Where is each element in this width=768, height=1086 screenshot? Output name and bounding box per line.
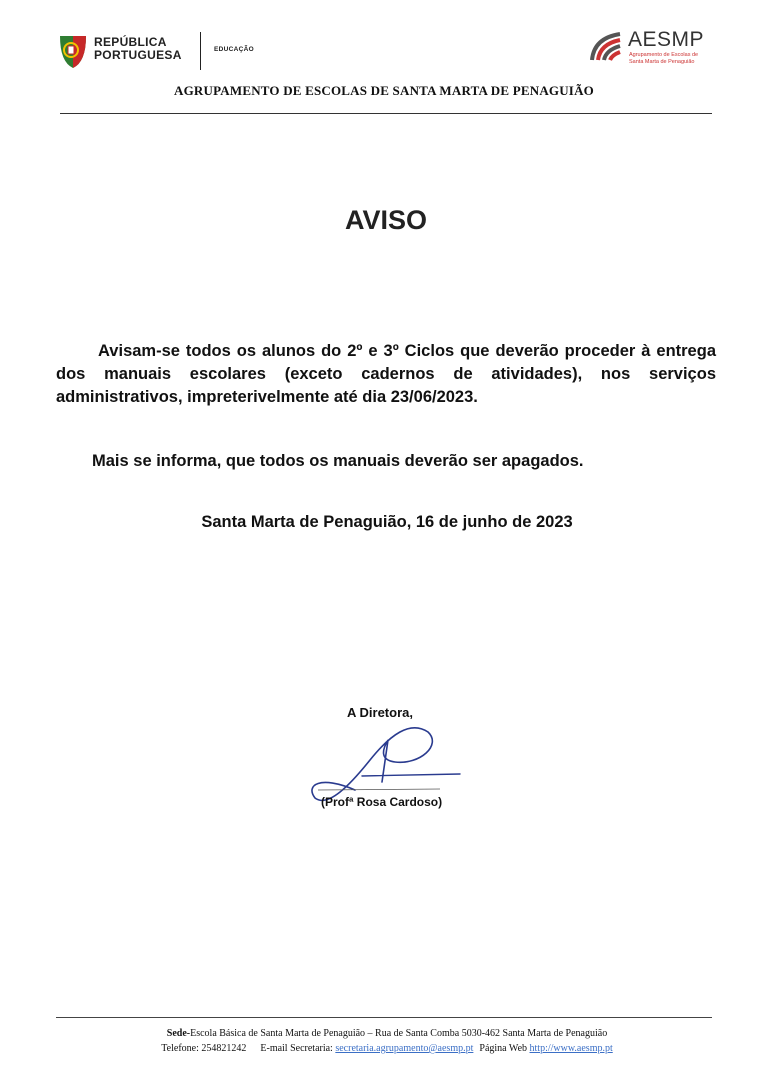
- footer-rule: [56, 1017, 712, 1018]
- signatory-role: A Diretora,: [347, 705, 413, 720]
- republica-portuguesa-text: REPÚBLICA PORTUGUESA: [94, 35, 182, 62]
- header-rule: [60, 113, 712, 114]
- footer-web-link[interactable]: http://www.aesmp.pt: [529, 1043, 613, 1054]
- organization-name: AGRUPAMENTO DE ESCOLAS DE SANTA MARTA DE PENAGUIÃO: [174, 83, 594, 98]
- ministry-label: EDUCAÇÃO: [214, 46, 254, 53]
- notice-title: AVISO: [344, 205, 427, 235]
- logo-divider: [200, 32, 201, 70]
- signatory-name: (Profª Rosa Cardoso): [321, 795, 443, 809]
- footer-contacts: [0, 1043, 768, 1054]
- footer-web-label: Página Web: [479, 1043, 528, 1054]
- aesmp-mark-icon: [590, 30, 624, 64]
- aesmp-logo: [590, 28, 720, 68]
- portugal-emblem-icon: [58, 32, 88, 70]
- notice-paragraph-1: Avisam-se todos os alunos do 2º e 3º Ciclos que deverão proceder à entrega dos manuais escolares (exceto cadernos de atividades), nos serviços administrativos, impreterivelmente até dia 23/06/2023.: [56, 342, 716, 406]
- footer-email-label: E-mail Secretaria:: [260, 1043, 333, 1054]
- footer-phone: Telefone: 254821242: [161, 1043, 247, 1054]
- republica-portuguesa-logo: [58, 30, 258, 74]
- aesmp-title: AESMP: [628, 28, 705, 51]
- place-and-date: Santa Marta de Penaguião, 16 de junho de 2023: [201, 513, 573, 531]
- footer-email-link[interactable]: secretaria.agrupamento@aesmp.pt: [335, 1043, 474, 1054]
- notice-paragraph-2: Mais se informa, que todos os manuais deverão ser apagados.: [92, 452, 584, 470]
- aesmp-subtitle: Agrupamento de Escolas de Santa Marta de Penaguião: [629, 52, 699, 65]
- footer-address: Sede-Escola Básica de Santa Marta de Penaguião – Rua de Santa Comba 5030-462 Santa Marta de Penaguião: [166, 1028, 608, 1039]
